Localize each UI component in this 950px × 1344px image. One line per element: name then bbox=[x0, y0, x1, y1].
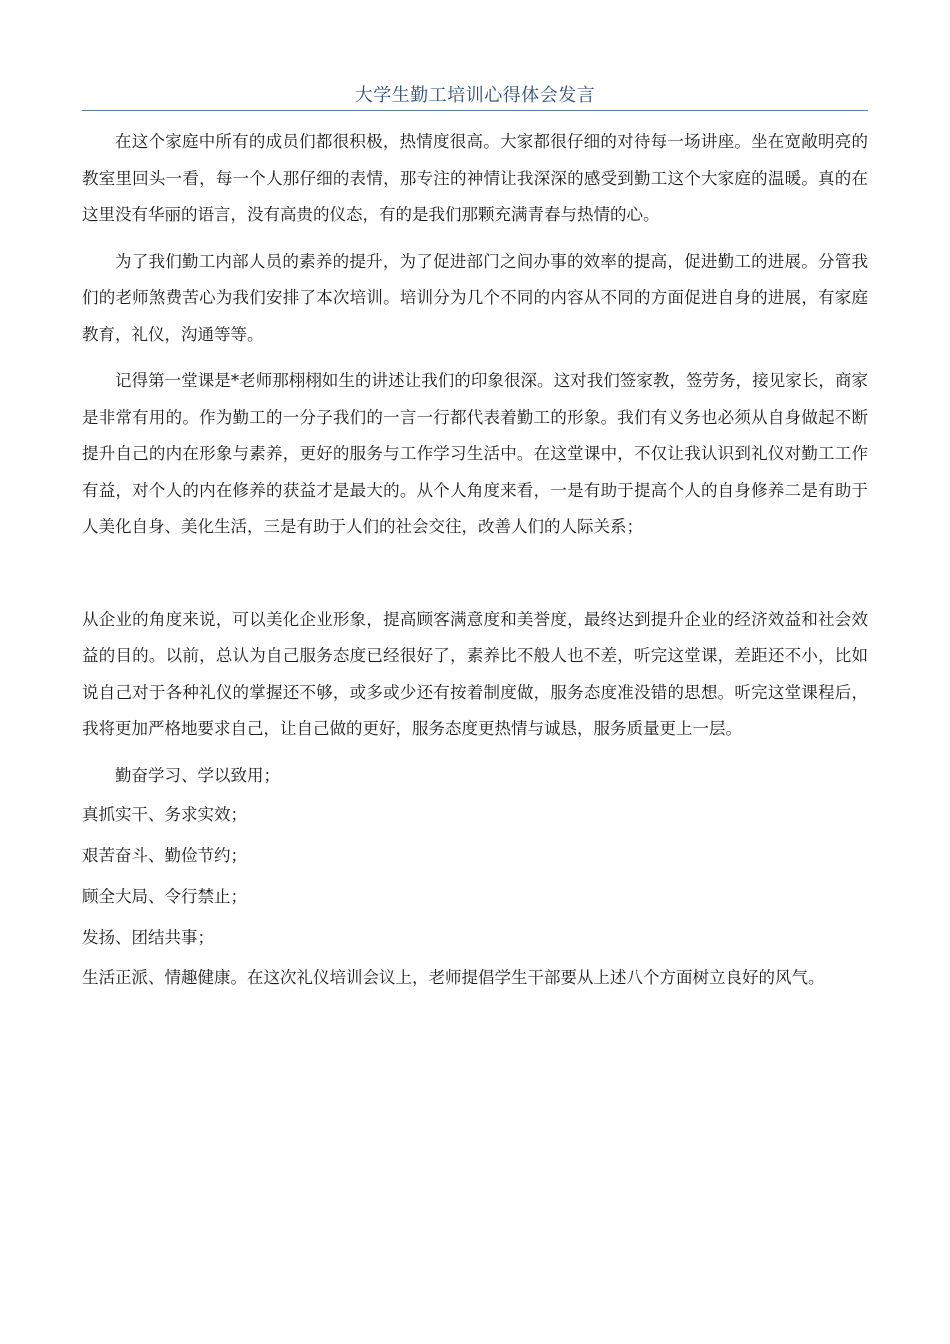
list-item-1: 勤奋学习、学以致用； bbox=[115, 765, 280, 785]
page-header bbox=[82, 84, 868, 111]
list-item-6: 生活正派、情趣健康。在这次礼仪培训会议上，老师提倡学生干部要从上述八个方面树立良好的风气。 bbox=[82, 968, 825, 987]
paragraph-2: 为了我们勤工内部人员的素养的提升，为了促进部门之间办事的效率的提高，促进勤工的进展。分管我们的老师煞费苦心为我们安排了本次培训。培训分为几个不同的内容从不同的方面促进自身的进展，有家庭教育，礼仪，沟通等等。 bbox=[82, 251, 868, 344]
paragraph-3: 记得第一堂课是*老师那栩栩如生的讲述让我们的印象很深。这对我们签家教，签劳务，接见家长，商家是非常有用的。作为勤工的一分子我们的一言一行都代表着勤工的形象。我们有义务也必须从自身做起不断提升自己的内在形象与素养，更好的服务与工作学习生活中。在这堂课中，不仅让我认识到礼仪对勤工工作有益，对个人的内在修养的获益才是最大的。从个人角度来看，一是有助于提高个人的自身修养二是有助于人美化自身、美化生活，三是有助于人们的社会交往，改善人们的人际关系； bbox=[82, 371, 868, 536]
paragraph-4: 从企业的角度来说，可以美化企业形象，提高顾客满意度和美誉度，最终达到提升企业的经济效益和社会效益的目的。以前，总认为自己服务态度已经很好了，素养比不般人也不差，听完这堂课，差距还不小，比如说自己对于各种礼仪的掌握还不够，或多或少还有按着制度做，服务态度准没错的思想。听完这堂课程后，我将更加严格地要求自己，让自己做的更好，服务态度更热情与诚恳，服务质量更上一层。 bbox=[82, 609, 868, 738]
list-item-2: 真抓实干、务求实效； bbox=[82, 805, 247, 824]
document-body bbox=[82, 124, 868, 997]
document-title: 大学生勤工培训心得体会发言 bbox=[354, 85, 596, 106]
paragraph-1: 在这个家庭中所有的成员们都很积极，热情度很高。大家都很仔细的对待每一场讲座。坐在宽敞明亮的教室里回头一看，每一个人那仔细的表情，那专注的神情让我深深的感受到勤工这个大家庭的温暖。真的在这里没有华丽的语言，没有高贵的仪态，有的是我们那颗充满青春与热情的心。 bbox=[82, 132, 868, 224]
list-item-4: 顾全大局、令行禁止； bbox=[82, 887, 247, 906]
list-item-3: 艰苦奋斗、勤俭节约； bbox=[82, 846, 247, 865]
list-item-5: 发扬、团结共事； bbox=[82, 928, 214, 947]
